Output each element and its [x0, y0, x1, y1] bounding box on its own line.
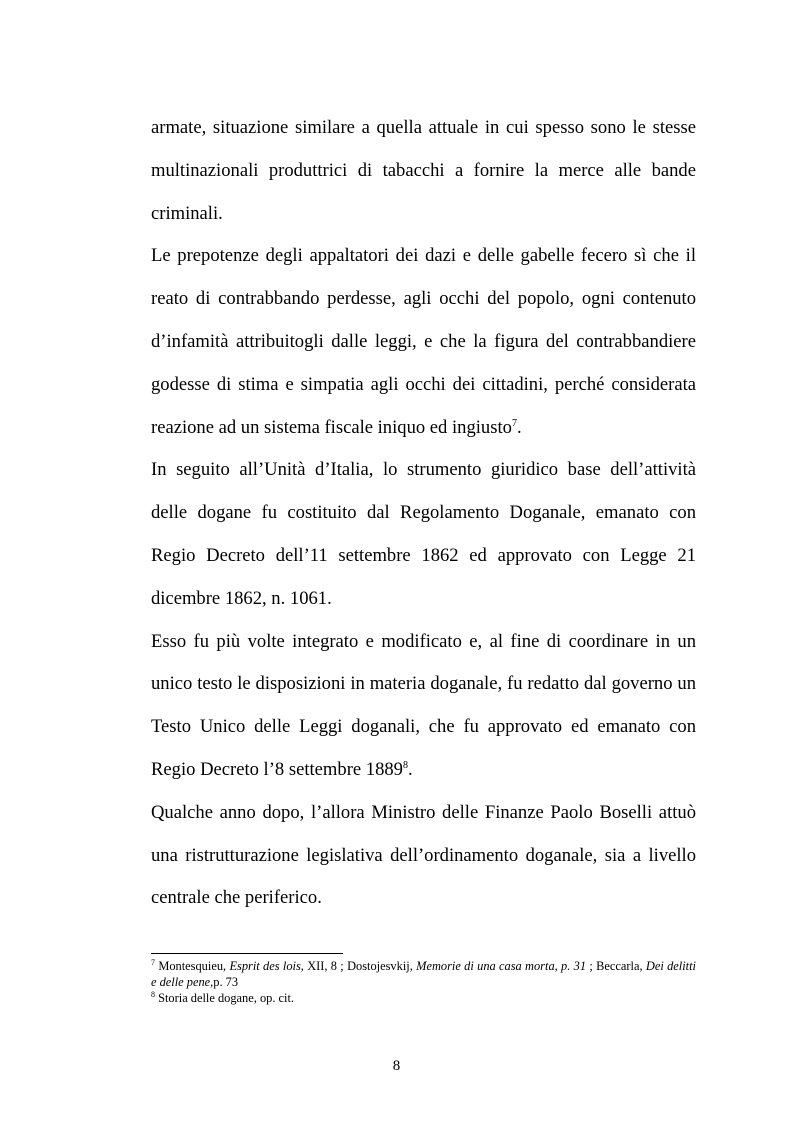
paragraph-5: Qualche anno dopo, l’allora Ministro delle Finanze Paolo Boselli attuò una ristrutturazione legislativa dell’ordinamento doganale, sia a livello centrale che periferico.: [151, 801, 696, 909]
footnote-number: 8: [151, 989, 155, 999]
paragraph-1: armate, situazione similare a quella attuale in cui spesso sono le stesse multinazionali produttrici di tabacchi a fornire la merce alle bande criminali.: [151, 117, 696, 224]
footnote-8: $^8$ Storia delle dogane, op. cit.: [151, 989, 295, 1005]
paragraph-2: Le prepotenze degli appaltatori dei dazi e delle gabelle fecero sì che il reato di contrabbando perdesse, agli occhi del popolo, ogni contenuto d’infamità attribuitogli dalle leggi, e che la figura del contrabbandiere godesse di stima e simpatia agli occhi dei cittadini, perché considerata reazione ad un sistema fiscale iniquo ed ingiusto$^7$.: [151, 245, 696, 438]
footnote-number: 7: [151, 957, 155, 967]
body-text: [151, 107, 696, 920]
footnote-separator: [151, 953, 343, 954]
footnote-ref-8[interactable]: 8: [402, 759, 408, 771]
footnote-ref-7[interactable]: 7: [511, 417, 517, 429]
paragraph-4: Esso fu più volte integrato e modificato e, al fine di coordinare in un unico testo le disposizioni in materia doganale, fu redatto dal governo un Testo Unico delle Leggi doganali, che fu approvato ed emanato con Regio Decreto l’8 settembre 1889$^8$.: [151, 630, 696, 780]
footnotes: [151, 958, 696, 1006]
page-number: 8: [392, 1058, 401, 1074]
footnote-7: $^7$ Montesquieu, Esprit des lois, XII, 8 ; Dostojesvkij, Memorie di una casa morta, p. 31 ; Beccarla, Dei delitti e delle pene,p. 73: [151, 957, 696, 989]
paragraph-3: In seguito all’Unità d’Italia, lo strumento giuridico base dell’attività delle dogane fu costituito dal Regolamento Doganale, emanato con Regio Decreto dell’11 settembre 1862 ed approvato con Legge 21 dicembre 1862, n. 1061.: [151, 459, 696, 609]
